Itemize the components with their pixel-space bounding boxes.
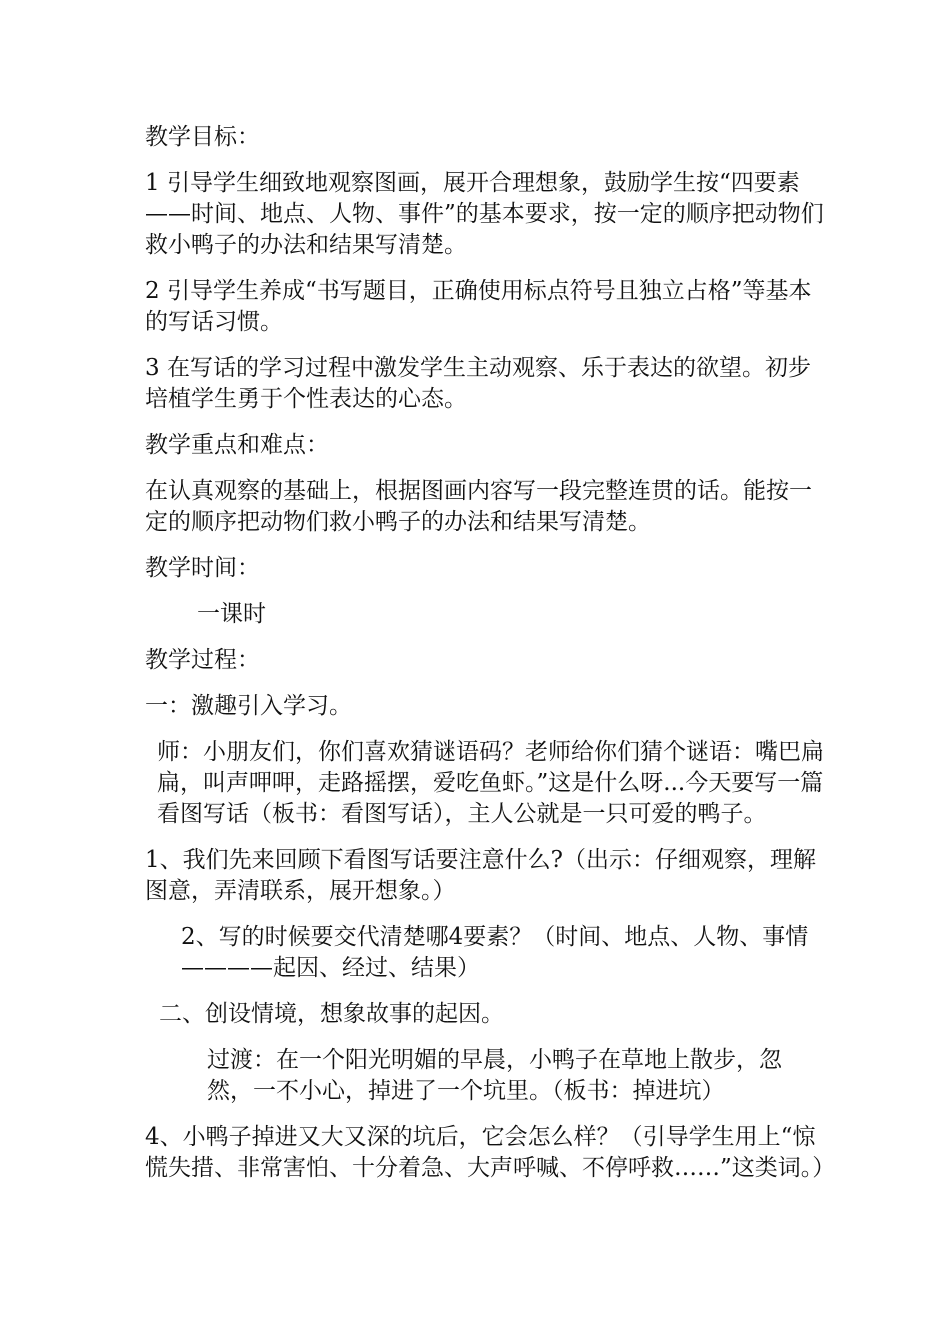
heading-teaching-goals: 教学目标： xyxy=(145,124,260,150)
process-step-1-heading: 一：激趣引入学习。 xyxy=(145,693,352,719)
key-points-paragraph: 在认真观察的基础上，根据图画内容写一段完整连贯的话。能按一定的顺序把动物们救小鸭子的办法和结果写清楚。 xyxy=(145,478,812,535)
teacher-riddle-paragraph: 师：小朋友们，你们喜欢猜谜语码？老师给你们猜个谜语：嘴巴扁扁，叫声呷呷，走路摇摆，爱吃鱼虾。”这是什么呀...今天要写一篇看图写话（板书：看图写话），主人公就是一只可爱的鸭子。 xyxy=(157,739,824,827)
duck-question-paragraph: 4、小鸭子掉进又大又深的坑后，它会怎么样？（引导学生用上“惊慌失措、非常害怕、十分着急、大声呼喊、不停呼救……”这类词。） xyxy=(145,1124,836,1181)
transition-paragraph: 过渡：在一个阳光明媚的早晨，小鸭子在草地上散步，忽然，一不小心，掉进了一个坑里。（板书：掉进坑） xyxy=(207,1047,782,1104)
process-step-2-heading: 二、创设情境，想象故事的起因。 xyxy=(159,1001,504,1027)
goal-paragraph-1: 1 引导学生细致地观察图画，展开合理想象，鼓励学生按“四要素——时间、地点、人物、事件”的基本要求，按一定的顺序把动物们救小鸭子的办法和结果写清楚。 xyxy=(145,170,824,258)
heading-teaching-process: 教学过程： xyxy=(145,647,260,673)
teaching-time-value: 一课时 xyxy=(197,601,266,627)
document-body xyxy=(145,122,836,1199)
goal-paragraph-2: 2 引导学生养成“书写题目，正确使用标点符号且独立占格”等基本的写话习惯。 xyxy=(145,278,812,335)
heading-teaching-time: 教学时间： xyxy=(145,555,260,581)
heading-key-points: 教学重点和难点： xyxy=(145,432,329,458)
review-paragraph: 1、我们先来回顾下看图写话要注意什么?（出示：仔细观察，理解图意，弄清联系，展开想象。） xyxy=(145,847,816,904)
goal-paragraph-3: 3 在写话的学习过程中激发学生主动观察、乐于表达的欲望。初步培植学生勇于个性表达的心态。 xyxy=(145,355,811,412)
four-elements-paragraph: 2、写的时候要交代清楚哪4要素？（时间、地点、人物、事情————起因、经过、结果） xyxy=(181,924,809,981)
